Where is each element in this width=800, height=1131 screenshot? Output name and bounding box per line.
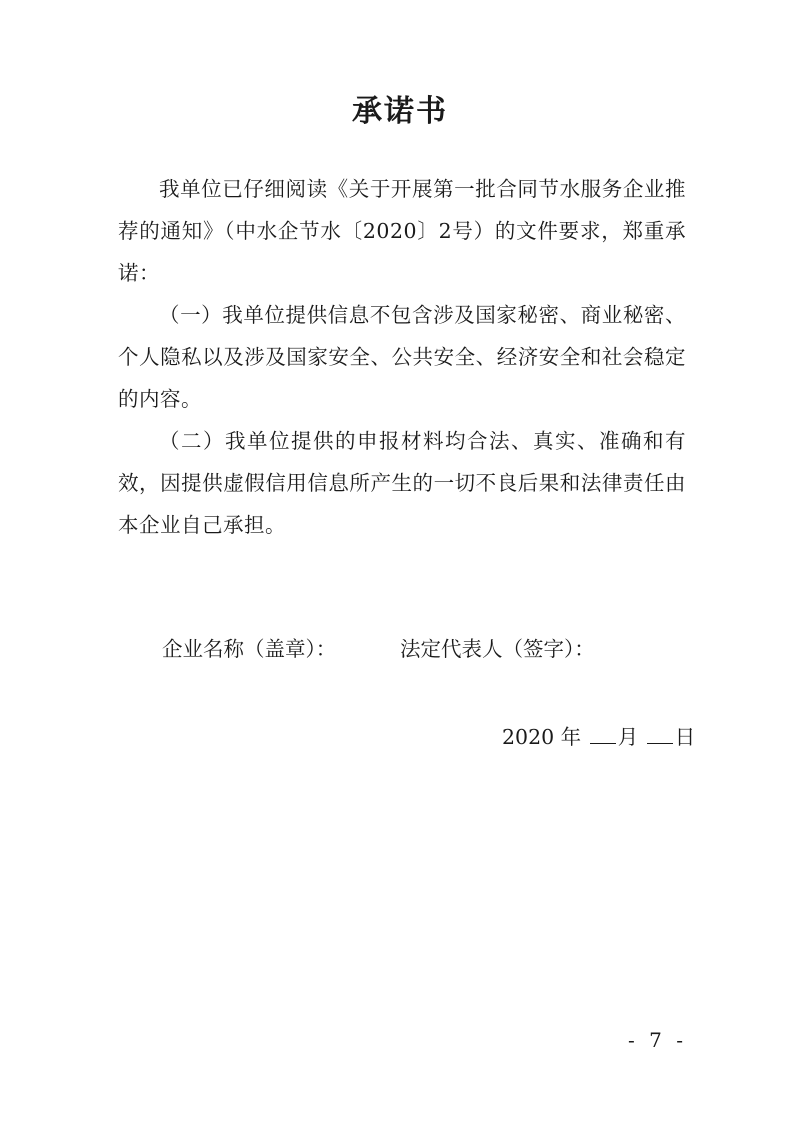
day-blank: [647, 723, 673, 744]
intro-paragraph: 我单位已仔细阅读《关于开展第一批合同节水服务企业推荐的通知》（中水企节水〔2020〕2号）的文件要求，郑重承诺：: [118, 177, 686, 285]
commitment-item-2: （二）我单位提供的申报材料均合法、真实、准确和有效，因提供虚假信用信息所产生的一切不良后果和法律责任由本企业自己承担。: [118, 429, 686, 537]
legal-representative-signature-label: 法定代表人（签字）：: [400, 637, 595, 661]
document-title: 承诺书: [352, 94, 448, 129]
date-day-label: 日: [674, 725, 696, 749]
date-line: [502, 722, 695, 752]
month-blank: [590, 723, 616, 744]
date-year: 2020 年: [502, 725, 582, 749]
date-month-label: 月: [617, 725, 639, 749]
page-number: - 7 -: [628, 1028, 687, 1052]
commitment-item-1: （一）我单位提供信息不包含涉及国家秘密、商业秘密、个人隐私以及涉及国家安全、公共安全、经济安全和社会稳定的内容。: [118, 303, 686, 411]
company-name-seal-label: 企业名称（盖章）：: [162, 637, 337, 661]
